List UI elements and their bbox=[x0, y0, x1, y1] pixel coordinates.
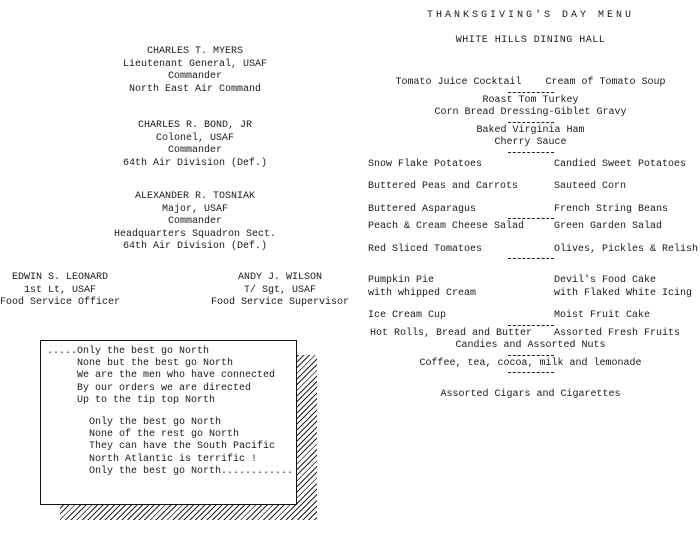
menu-fruit-item: Assorted Fresh Fruits bbox=[554, 327, 681, 339]
poem-line: None but the best go North bbox=[47, 358, 234, 370]
officer-name: EDWIN S. LEONARD bbox=[11, 272, 108, 283]
menu-side-item: Red Sliced Tomatoes bbox=[368, 243, 483, 255]
menu-dessert-item: Pumpkin Pie bbox=[368, 275, 435, 286]
menu-bread-item: Hot Rolls, Bread and Butter bbox=[370, 327, 533, 339]
officer-block-wilson bbox=[195, 272, 365, 310]
menu-dessert-row bbox=[368, 275, 693, 288]
menu-separator bbox=[508, 92, 554, 94]
menu-bread-row bbox=[368, 328, 693, 341]
menu-dessert-item: Devil's Food Cake bbox=[554, 275, 657, 286]
poem-line: Only the best go North............ bbox=[47, 465, 294, 477]
officer-role: Food Service Supervisor bbox=[210, 297, 350, 308]
menu-separator bbox=[508, 355, 554, 357]
menu-separator bbox=[508, 218, 554, 220]
officer-block-bond bbox=[95, 120, 295, 170]
poem-line: Only the best go North bbox=[47, 417, 222, 429]
menu-side-row bbox=[368, 181, 693, 194]
menu-side-item: Buttered Asparagus bbox=[368, 203, 477, 215]
menu-dessert-item: with Flaked White Icing bbox=[554, 287, 693, 299]
menu-side-item: Candied Sweet Potatoes bbox=[554, 158, 687, 170]
poem-line: .....Only the best go North bbox=[47, 346, 210, 357]
menu-separator bbox=[508, 372, 554, 374]
officer-role: Commander bbox=[167, 71, 222, 82]
poem-line: By our orders we are directed bbox=[47, 382, 252, 394]
menu-side-item: Green Garden Salad bbox=[554, 221, 663, 232]
menu-main-item: Corn Bread Dressing-Giblet Gravy bbox=[434, 107, 627, 118]
officer-name: ANDY J. WILSON bbox=[237, 272, 322, 283]
menu-side-item: Olives, Pickles & Relish bbox=[554, 243, 699, 255]
officer-block-tosniak bbox=[95, 191, 295, 254]
officer-name: CHARLES R. BOND, JR bbox=[137, 120, 253, 131]
officer-rank: Major, USAF bbox=[161, 203, 228, 215]
menu-starter: Tomato Juice Cocktail Cream of Tomato Soup bbox=[395, 77, 666, 88]
menu-separator bbox=[508, 325, 554, 327]
menu-separator bbox=[508, 258, 554, 260]
officer-name: ALEXANDER R. TOSNIAK bbox=[134, 191, 256, 202]
menu-main-item: Baked Virginia Ham bbox=[476, 124, 585, 136]
officer-name: CHARLES T. MYERS bbox=[146, 46, 243, 57]
officer-rank: Lieutenant General, USAF bbox=[122, 58, 268, 70]
menu-candies: Candies and Assorted Nuts bbox=[455, 340, 606, 351]
menu-dessert-item: with whipped Cream bbox=[368, 287, 477, 299]
officer-block-myers bbox=[95, 46, 295, 96]
menu-side-item: French String Beans bbox=[554, 203, 669, 215]
menu-drinks: Coffee, tea, cocoa, milk and lemonade bbox=[419, 357, 642, 369]
poem-line: We are the men who have connected bbox=[47, 370, 276, 382]
officer-role: Commander bbox=[167, 216, 222, 227]
poem-line: Up to the tip top North bbox=[47, 394, 216, 406]
poem-verse-1 bbox=[47, 346, 290, 407]
menu-side-row bbox=[368, 159, 693, 172]
poem-verse-2 bbox=[47, 417, 294, 478]
menu-side-item: Buttered Peas and Carrots bbox=[368, 181, 519, 192]
menu-dessert-item: Moist Fruit Cake bbox=[554, 310, 651, 321]
officer-unit: 64th Air Division (Def.) bbox=[122, 241, 268, 252]
menu-subtitle: WHITE HILLS DINING HALL bbox=[455, 34, 606, 46]
menu-side-item: Snow Flake Potatoes bbox=[368, 158, 483, 170]
menu-side-item: Sauteed Corn bbox=[554, 181, 627, 192]
menu-cigars: Assorted Cigars and Cigarettes bbox=[440, 389, 621, 400]
officer-rank: Colonel, USAF bbox=[155, 132, 234, 144]
menu-side-row bbox=[368, 221, 693, 234]
poem-line: They can have the South Pacific bbox=[47, 441, 276, 453]
menu-side-row bbox=[368, 204, 693, 217]
menu-dessert-item: Ice Cream Cup bbox=[368, 310, 447, 321]
menu-separator bbox=[508, 152, 554, 154]
officer-section: Headquarters Squadron Sect. bbox=[113, 228, 277, 240]
menu-main-item: Roast Tom Turkey bbox=[482, 94, 579, 106]
poem-line: None of the rest go North bbox=[47, 429, 240, 441]
officer-rank: 1st Lt, USAF bbox=[23, 284, 96, 296]
officer-unit: 64th Air Division (Def.) bbox=[122, 157, 268, 169]
officer-role: Food Service Officer bbox=[0, 297, 121, 308]
menu-main-item: Cherry Sauce bbox=[494, 137, 567, 148]
poem-line: North Atlantic is terrific ! bbox=[47, 453, 258, 465]
poem-box bbox=[40, 340, 297, 505]
officer-rank: T/ Sgt, USAF bbox=[243, 284, 316, 296]
menu-dessert-row bbox=[368, 288, 693, 301]
officer-unit: North East Air Command bbox=[128, 83, 262, 95]
officer-block-leonard bbox=[0, 272, 120, 310]
officer-role: Commander bbox=[167, 145, 222, 156]
menu-side-row bbox=[368, 243, 699, 257]
menu-dessert-row bbox=[368, 310, 693, 323]
menu-side-item: Peach & Cream Cheese Salad bbox=[368, 221, 525, 232]
menu-title: THANKSGIVING'S DAY MENU bbox=[426, 10, 635, 21]
menu bbox=[368, 10, 699, 402]
menu-separator bbox=[508, 122, 554, 124]
